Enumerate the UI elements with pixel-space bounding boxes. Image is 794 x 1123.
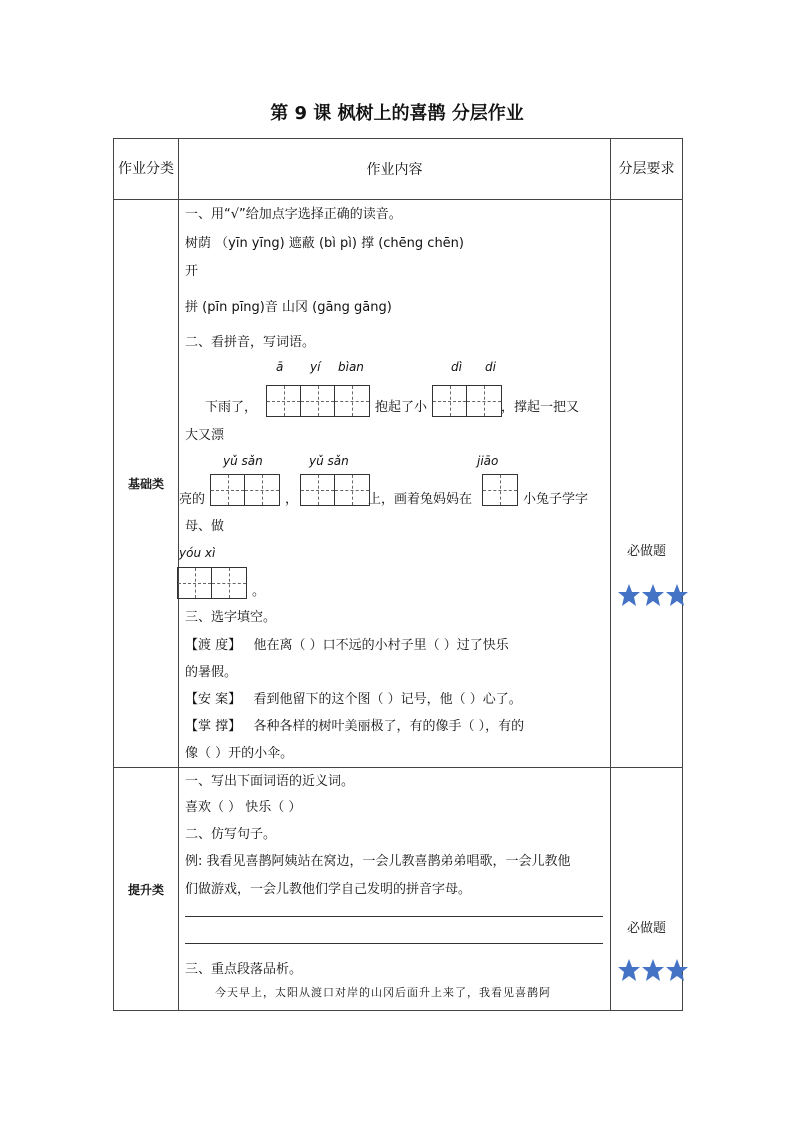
writing-grid-aybian[interactable] <box>266 385 370 417</box>
line-b-4: 小兔子学字 <box>523 492 589 507</box>
advanced-q1: 一、写出下面词语的近义词。 <box>185 774 355 789</box>
line-b-2: ， <box>285 492 299 507</box>
pinyin-bian: bìan <box>338 360 364 374</box>
grid-cell[interactable] <box>301 475 335 505</box>
star-icon <box>641 958 665 982</box>
advanced-requirement: 必做题 <box>626 921 666 936</box>
star-icon <box>665 583 689 607</box>
line-b-1: 亮的 <box>179 492 206 507</box>
line-a-3: ，撑起一把又 <box>501 400 580 415</box>
basic-q1: 一、用“√”给加点字选择正确的读音。 <box>185 207 402 222</box>
grid-cell[interactable] <box>335 386 369 416</box>
table-header-row <box>114 139 683 200</box>
answer-line-1[interactable] <box>185 916 603 917</box>
grid-cell[interactable] <box>335 475 369 505</box>
homework-table <box>113 138 683 1011</box>
pinyin-jiao: jiāo <box>477 454 499 468</box>
writing-grid-didi[interactable] <box>432 385 502 417</box>
basic-row <box>114 200 683 768</box>
grid-cell[interactable] <box>433 386 467 416</box>
star-icon <box>617 958 641 982</box>
grid-cell[interactable] <box>301 386 335 416</box>
grid-cell[interactable] <box>178 568 212 598</box>
basic-q2: 二、看拼音，写词语。 <box>185 335 316 350</box>
answer-line-2[interactable] <box>185 943 603 944</box>
grid-cell[interactable] <box>483 475 517 505</box>
header-requirement: 分层要求 <box>611 139 683 200</box>
advanced-q3-text: 今天早上，太阳从渡口对岸的山冈后面升上来了，我看见喜鹊阿 <box>215 986 551 999</box>
q3-a-text: 他在离（ ）口不远的小村子里（ ）过了快乐 <box>253 638 509 653</box>
q3-c-label: 【掌 撑】 <box>185 719 242 734</box>
basic-category: 基础类 <box>127 477 164 491</box>
writing-grid-yusan-2[interactable] <box>300 474 370 506</box>
star-icon <box>641 583 665 607</box>
advanced-q2: 二、仿写句子。 <box>185 827 277 842</box>
writing-grid-youxi[interactable] <box>177 567 247 599</box>
pinyin-di1: dì <box>451 360 462 374</box>
writing-grid-jiao[interactable] <box>482 474 518 506</box>
pinyin-youxi: yóu xì <box>179 546 216 560</box>
header-category: 作业分类 <box>114 139 179 200</box>
pinyin-yusan-2: yǔ sǎn <box>309 454 349 468</box>
grid-cell[interactable] <box>267 386 301 416</box>
pinyin-yi: yí <box>310 360 321 374</box>
q3-a-text2: 的暑假。 <box>185 665 238 680</box>
q3-c-text: 各种各样的树叶美丽极了，有的像手（ ），有的 <box>253 719 525 734</box>
advanced-q2-example2: 们做游戏，一会儿教他们学自己发明的拼音字母。 <box>185 882 472 897</box>
line-c-end: 。 <box>252 584 266 599</box>
header-content: 作业内容 <box>179 139 611 200</box>
basic-q1-line1: 树荫 （yīn yīng) 遮蔽 (bì pì) 撑 (chēng chēn) <box>185 236 464 251</box>
pinyin-a: ā <box>276 360 284 374</box>
basic-star-rating <box>617 583 689 611</box>
advanced-q3: 三、重点段落品析。 <box>185 962 303 977</box>
advanced-q2-example: 例: 我看见喜鹊阿姨站在窝边，一会儿教喜鹊弟弟唱歌，一会儿教他 <box>185 854 571 869</box>
grid-cell[interactable] <box>467 386 501 416</box>
q3-c-text2: 像（ ）开的小伞。 <box>185 746 294 761</box>
star-icon <box>617 583 641 607</box>
q3-b-label: 【安 案】 <box>185 692 242 707</box>
advanced-q1-words: 喜欢（ ） 快乐（ ） <box>185 800 302 815</box>
grid-cell[interactable] <box>245 475 279 505</box>
line-b-5: 母、做 <box>185 519 225 534</box>
pinyin-yusan-1: yǔ sǎn <box>223 454 263 468</box>
advanced-star-rating <box>617 958 689 986</box>
basic-requirement: 必做题 <box>626 544 666 559</box>
line-a-1: 下雨了， <box>205 400 258 415</box>
grid-cell[interactable] <box>212 568 246 598</box>
line-a-4: 大又漂 <box>185 428 225 443</box>
advanced-row <box>114 768 683 1011</box>
page-title: 第 9 课 枫树上的喜鹊 分层作业 <box>270 103 524 124</box>
star-icon <box>665 958 689 982</box>
writing-grid-yusan-1[interactable] <box>210 474 280 506</box>
advanced-category: 提升类 <box>127 882 164 897</box>
basic-q3: 三、选字填空。 <box>185 610 277 625</box>
q3-b-text: 看到他留下的这个图（ ）记号，他（ ）心了。 <box>253 692 522 707</box>
basic-q1-line1b: 开 <box>185 264 199 279</box>
grid-cell[interactable] <box>211 475 245 505</box>
line-a-2: 抱起了小 <box>375 400 428 415</box>
basic-q1-line2: 拼 (pīn pīng)音 山冈 (gāng gāng) <box>185 300 392 315</box>
q3-a-label: 【渡 度】 <box>185 638 242 653</box>
line-b-3: 上，画着兔妈妈在 <box>368 492 473 507</box>
pinyin-di2: di <box>485 360 496 374</box>
